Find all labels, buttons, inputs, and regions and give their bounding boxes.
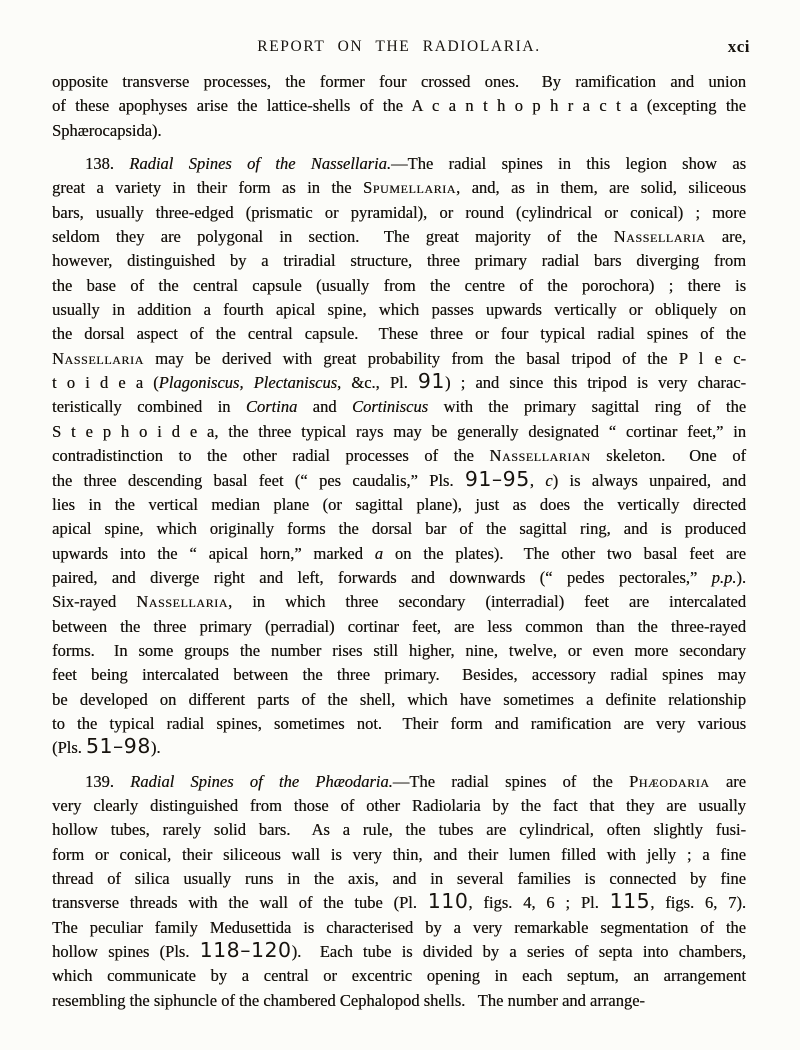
text-run: upwards into the “ apical horn,” marked (52, 543, 375, 563)
text-run: 91–95 (464, 466, 530, 491)
text-run: hollow spines (Pls. (52, 942, 200, 962)
text-run: which communicate by a central or excentric opening in each septum, an arrangement (52, 966, 746, 986)
text-run: opposite transverse processes, the former four crossed ones. By ramification and union (52, 72, 746, 91)
text-run: Phæodaria (629, 771, 710, 791)
text-run: ). Each tube is divided by a series of septa into chambers, (291, 942, 746, 962)
text-line (52, 274, 746, 298)
text-run: p.p. (711, 567, 737, 587)
text-line (52, 395, 746, 419)
running-head-title: REPORT ON THE RADIOLARIA. (257, 38, 541, 55)
text-run: may be derived with great probability from the basal tripod of the P l e c- (143, 348, 746, 368)
text-line (52, 688, 746, 712)
text-run: ) ; and since this tripod is very charac- (444, 373, 747, 393)
text-run: ). (150, 738, 161, 758)
text-body (52, 70, 746, 1013)
text-line (52, 843, 746, 867)
text-run: a (374, 543, 384, 563)
text-run: 139. (85, 771, 131, 791)
text-line (52, 249, 746, 273)
text-run: , and, as in them, are solid, siliceous (456, 178, 746, 198)
text-line (52, 298, 746, 322)
text-run: 138. (85, 154, 130, 174)
page-number: xci (727, 37, 750, 56)
text-run: to the typical radial spines, sometimes not. Their form and ramification are very various (52, 713, 746, 733)
text-run: form or conical, their siliceous wall is very thin, and their lumen filled with jelly ; a fine (52, 844, 746, 864)
text-run: 110 (427, 889, 469, 914)
text-run: Nassellaria (136, 592, 229, 612)
text-run: transverse threads with the wall of the tube (Pl. (52, 893, 428, 913)
text-run: skeleton. One of (590, 446, 746, 466)
text-line (52, 493, 746, 517)
text-run: very clearly distinguished from those of other Radiolaria by the fact that they are usually (52, 795, 746, 815)
text-line (52, 867, 746, 891)
text-run: are (709, 771, 746, 791)
text-run: with the primary sagittal ring of the (428, 397, 747, 417)
text-run: however, distinguished by a triradial structure, three primary radial bars diverging from (52, 251, 746, 271)
text-run: S t e p h o i d e a, the three typical rays may be generally designated “ cortinar feet,” in (52, 421, 746, 441)
text-run: , in which three secondary (interradial) feet are intercalated (228, 592, 747, 612)
text-run: Nassellaria (613, 227, 706, 247)
text-run: are, (705, 227, 746, 247)
text-run: paired, and diverge right and left, forwards and downwards (“ pedes pectorales,” (52, 567, 712, 587)
text-run: on the plates). The other two basal feet are (383, 543, 746, 563)
text-run: , &c., Pl. (337, 373, 418, 393)
text-run: the dorsal aspect of the central capsule. These three or four typical radial spines of the (52, 324, 746, 344)
text-run: , (529, 470, 546, 490)
text-line (52, 916, 746, 940)
text-run: forms. In some groups the number rises still higher, nine, twelve, or even more secondary (52, 640, 746, 660)
text-run: Sphærocapsida). (52, 120, 162, 140)
text-line (52, 347, 746, 371)
text-line (52, 466, 746, 493)
text-run: , figs. 4, 6 ; Pl. (468, 893, 610, 913)
text-run: seldom they are polygonal in section. The great majority of the (52, 227, 614, 247)
text-run: lies in the vertical median plane (or sagittal plane), just as does the vertically directed (52, 494, 746, 514)
text-run: resembling the siphuncle of the chambered Cephalopod shells. The number and arrange- (52, 990, 645, 1010)
text-run: great a variety in their form as in the (52, 178, 363, 198)
text-line (52, 818, 746, 842)
text-line (52, 590, 746, 614)
text-run: ) is always unpaired, and (552, 470, 746, 490)
text-run: the base of the central capsule (usually from the centre of the porochora) ; there is (52, 275, 746, 295)
text-line (52, 371, 746, 395)
text-line (52, 736, 746, 760)
text-run: —The radial spines of the (392, 771, 629, 791)
text-run: Plagoniscus, Plectaniscus (158, 373, 337, 393)
text-run: feet being intercalated between the three primary. Besides, accessory radial spines may (52, 665, 746, 685)
text-run: Six-rayed (52, 592, 137, 612)
text-run: Radial Spines of the Phæodaria. (130, 771, 393, 791)
text-run: of these apophyses arise the lattice-shells of the A c a n t h o p h r a c t a (excepting the (52, 96, 746, 116)
text-line (52, 964, 746, 988)
text-run: and (297, 397, 352, 417)
text-run: Cortina (245, 397, 298, 417)
text-line (52, 770, 746, 794)
text-line (52, 94, 746, 118)
text-line (52, 322, 746, 346)
text-run: 118–120 (199, 938, 292, 963)
text-run: Cortiniscus (351, 397, 429, 417)
text-run: , figs. 6, 7). (650, 893, 747, 913)
text-run: ). (736, 567, 746, 587)
text-line (52, 517, 746, 541)
text-run: —The radial spines in this legion show as (391, 154, 747, 174)
text-line (52, 70, 746, 94)
text-line (52, 201, 746, 225)
text-run: teristically combined in (52, 397, 246, 417)
text-run: bars, usually three-edged (prismatic or pyramidal), or round (cylindrical or conical) ; more (52, 202, 746, 222)
text-run: The peculiar family Medusettida is characterised by a very remarkable segmentation of the (52, 917, 746, 937)
text-line (52, 794, 746, 818)
paragraph (52, 70, 746, 143)
text-line (52, 444, 746, 468)
text-run: Nassellaria (52, 348, 144, 368)
text-run: Radial Spines of the Nassellaria. (129, 154, 391, 174)
text-run: Nassellarian (489, 446, 591, 466)
text-line (52, 176, 746, 200)
text-line (52, 891, 746, 915)
paragraph (52, 770, 746, 1013)
text-run: the three descending basal feet (“ pes caudalis,” Pls. (52, 470, 465, 490)
text-run: between the three primary (perradial) cortinar feet, are less common than the three-rayed (52, 616, 746, 636)
text-run: 51–98 (85, 734, 151, 759)
text-line (52, 639, 746, 663)
text-run: hollow tubes, rarely solid bars. As a rule, the tubes are cylindrical, often slightly fusi- (52, 820, 746, 840)
text-line (52, 615, 746, 639)
text-line (52, 989, 746, 1013)
text-run: (Pls. (52, 738, 86, 758)
text-run: be developed on different parts of the shell, which have sometimes a definite relationship (52, 689, 746, 709)
text-line (52, 225, 746, 249)
text-line (52, 940, 746, 964)
running-header (52, 37, 750, 60)
text-line (52, 542, 746, 566)
text-run: usually in addition a fourth apical spine, which passes upwards vertically or obliquely on (52, 300, 746, 320)
text-run: apical spine, which originally forms the dorsal bar of the sagittal ring, and is produced (52, 519, 746, 539)
text-run: contradistinction to the other radial processes of the (52, 446, 490, 466)
text-run: t o i d e a ( (52, 373, 159, 393)
text-line (52, 152, 746, 176)
text-line (52, 566, 746, 590)
text-line (52, 119, 746, 143)
paragraph (52, 152, 746, 761)
text-line (52, 420, 746, 444)
text-run: thread of silica usually runs in the axis, and in several families is connected by fine (52, 869, 746, 888)
text-line (52, 712, 746, 736)
text-run: 115 (609, 889, 651, 914)
text-run: Spumellaria (362, 178, 457, 198)
text-run: 91 (417, 369, 445, 394)
text-line (52, 663, 746, 687)
text-run: c (545, 470, 553, 490)
